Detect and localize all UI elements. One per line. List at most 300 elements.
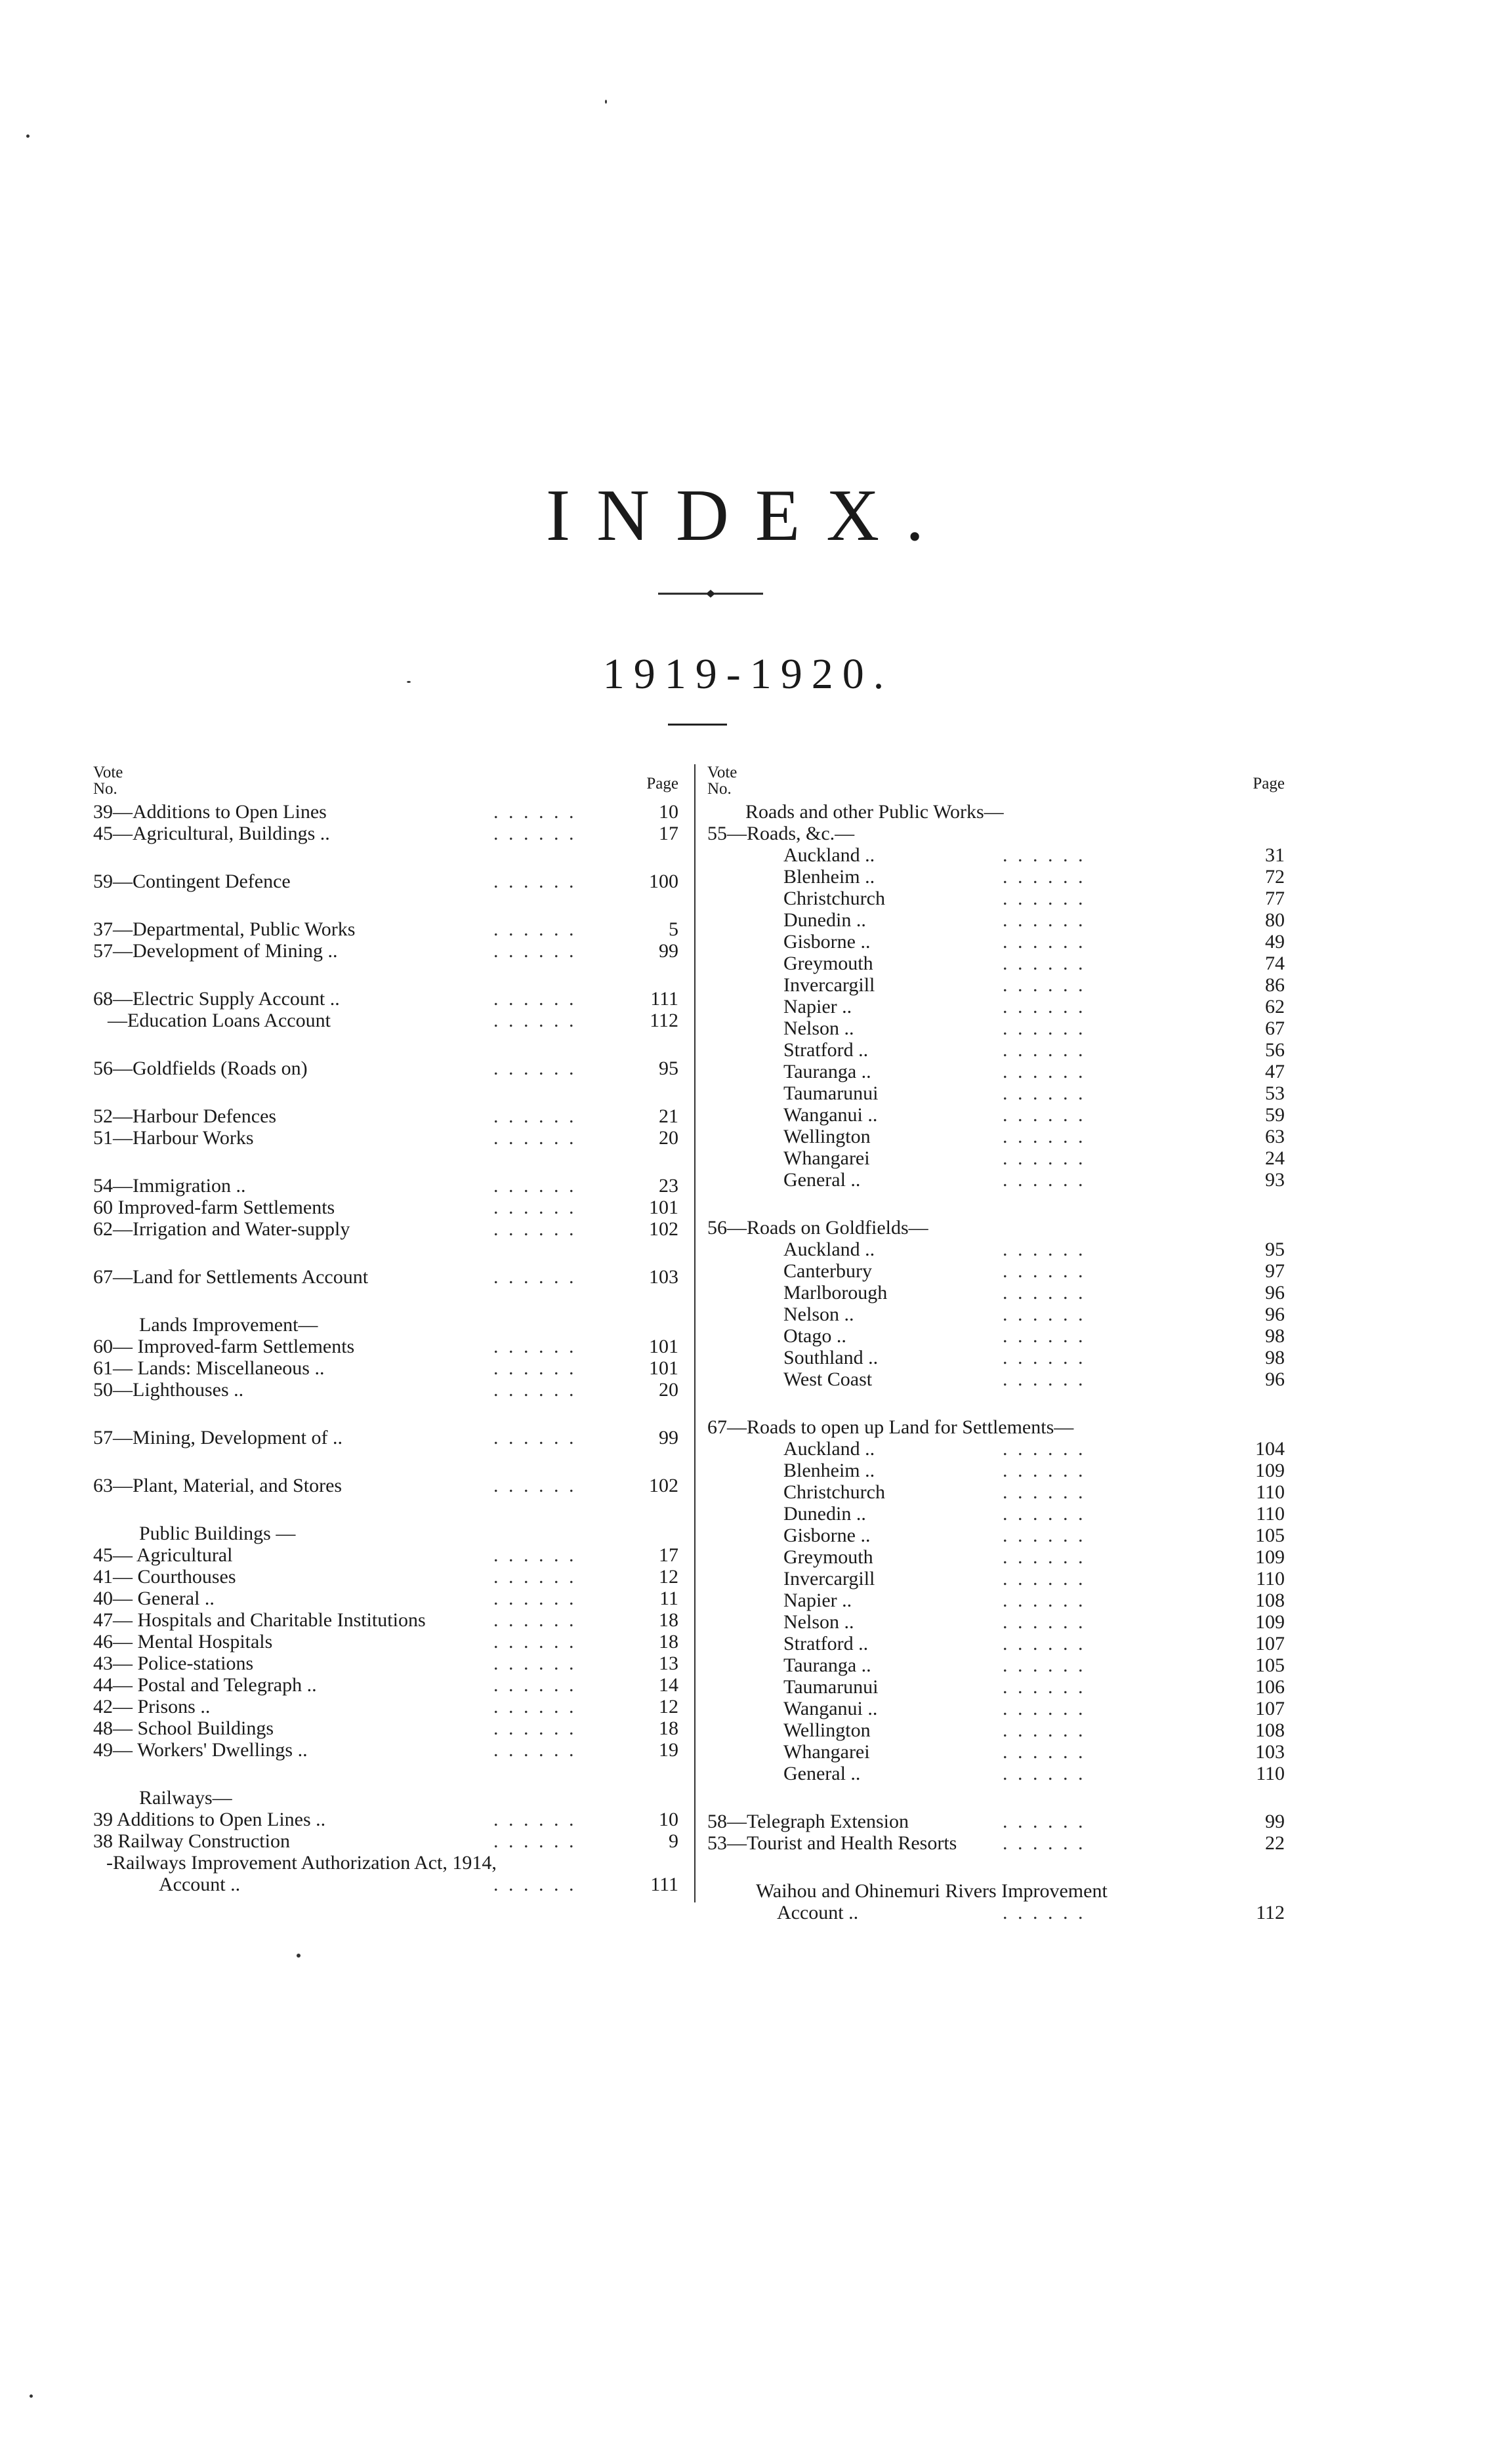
entry-label: Gisborne .. <box>783 1525 871 1546</box>
dot-leader: . . . . . . <box>1003 844 1086 866</box>
index-entry <box>707 1368 1285 1390</box>
index-entry <box>93 1175 684 1197</box>
entry-label: 61— Lands: Miscellaneous .. <box>93 1357 325 1379</box>
page-number: 22 <box>1265 1832 1285 1854</box>
page-number: 47 <box>1265 1061 1285 1082</box>
entry-label: Blenheim .. <box>783 866 875 888</box>
index-entry <box>707 1481 1285 1503</box>
section-gap <box>93 1079 684 1105</box>
page-number: 109 <box>1255 1546 1285 1568</box>
index-entry <box>707 1017 1285 1039</box>
page-number: 13 <box>659 1653 678 1674</box>
entry-label: Gisborne .. <box>783 931 871 953</box>
dot-leader: . . . . . . <box>1003 1590 1086 1611</box>
section-gap <box>707 1854 1285 1880</box>
page-number: 49 <box>1265 931 1285 953</box>
page-number: 100 <box>649 871 678 892</box>
page-number: 99 <box>659 1427 678 1448</box>
index-heading <box>707 801 1285 823</box>
dot-leader: . . . . . . <box>1003 1104 1086 1126</box>
entry-label: 53—Tourist and Health Resorts <box>707 1832 957 1854</box>
entry-label: 46— Mental Hospitals <box>93 1631 273 1653</box>
entry-label: Dunedin .. <box>783 1503 866 1525</box>
dot-leader: . . . . . . <box>1003 1017 1086 1039</box>
entry-label: Invercargill <box>783 974 875 996</box>
speck-mark <box>407 681 411 683</box>
dot-leader: . . . . . . <box>493 1379 577 1401</box>
dot-leader: . . . . . . <box>1003 1546 1086 1568</box>
page-number: 109 <box>1255 1611 1285 1633</box>
index-entry <box>707 1147 1285 1169</box>
entry-label: Whangarei <box>783 1147 870 1169</box>
index-entry <box>707 1082 1285 1104</box>
column-divider <box>694 764 696 1902</box>
page-number: 99 <box>1265 1811 1285 1832</box>
entry-label: Taumarunui <box>783 1082 879 1104</box>
entry-label: 41— Courthouses <box>93 1566 236 1588</box>
page-number: 17 <box>659 823 678 844</box>
index-entry <box>707 953 1285 974</box>
dot-leader: . . . . . . <box>493 1197 577 1218</box>
entry-label: Tauranga .. <box>783 1061 871 1082</box>
dot-leader: . . . . . . <box>1003 1082 1086 1104</box>
dot-leader: . . . . . . <box>1003 1481 1086 1503</box>
page-number: 93 <box>1265 1169 1285 1191</box>
page-number: 86 <box>1265 974 1285 996</box>
index-entry <box>707 1169 1285 1191</box>
index-entry <box>707 1633 1285 1654</box>
dot-leader: . . . . . . <box>493 988 577 1010</box>
entry-label: 49— Workers' Dwellings .. <box>93 1739 308 1761</box>
index-entry <box>93 1427 684 1448</box>
entry-label: 39 Additions to Open Lines .. <box>93 1809 326 1830</box>
index-entry <box>93 1010 684 1031</box>
page-number: 5 <box>669 918 678 940</box>
dot-leader: . . . . . . <box>1003 996 1086 1017</box>
page-number: 20 <box>659 1127 678 1149</box>
section-gap <box>93 1149 684 1175</box>
dot-leader: . . . . . . <box>1003 1347 1086 1368</box>
entry-label: 59—Contingent Defence <box>93 871 291 892</box>
page-number: 18 <box>659 1609 678 1631</box>
entry-label: Roads and other Public Works— <box>745 801 1004 823</box>
entry-label: Invercargill <box>783 1568 875 1590</box>
entry-label: 57—Mining, Development of .. <box>93 1427 343 1448</box>
page-number: 105 <box>1255 1525 1285 1546</box>
dot-leader: . . . . . . <box>493 823 577 844</box>
page-number: 111 <box>650 1874 678 1895</box>
entry-label: 43— Police-stations <box>93 1653 254 1674</box>
entry-label: 44— Postal and Telegraph .. <box>93 1674 317 1696</box>
dot-leader: . . . . . . <box>1003 1282 1086 1304</box>
page-label: Page <box>1253 775 1285 792</box>
page-number: 112 <box>1256 1902 1285 1923</box>
index-entry <box>707 1325 1285 1347</box>
dot-leader: . . . . . . <box>493 1830 577 1852</box>
index-heading <box>707 1880 1285 1902</box>
dot-leader: . . . . . . <box>1003 1061 1086 1082</box>
index-entry <box>707 1061 1285 1082</box>
index-entry <box>707 1503 1285 1525</box>
dot-leader: . . . . . . <box>493 1266 577 1288</box>
entry-label: 52—Harbour Defences <box>93 1105 277 1127</box>
entry-label: 48— School Buildings <box>93 1717 274 1739</box>
entry-label: Account .. <box>777 1902 859 1923</box>
section-gap <box>93 1448 684 1475</box>
speck-mark <box>30 2394 33 2398</box>
index-entry <box>93 823 684 844</box>
section-gap <box>93 892 684 918</box>
vote-no-label: Vote No. <box>93 764 123 798</box>
index-entry <box>707 1282 1285 1304</box>
section-gap <box>707 1191 1285 1217</box>
index-entry <box>93 801 684 823</box>
index-entry <box>707 909 1285 931</box>
entry-label: 57—Development of Mining .. <box>93 940 338 962</box>
index-entry <box>707 1611 1285 1633</box>
page-number: 18 <box>659 1631 678 1653</box>
entry-label: General .. <box>783 1763 861 1784</box>
index-heading <box>707 1217 1285 1239</box>
dot-leader: . . . . . . <box>1003 1611 1086 1633</box>
index-entry <box>707 1741 1285 1763</box>
page-number: 111 <box>650 988 678 1010</box>
entry-label: Wanganui .. <box>783 1698 878 1719</box>
page-number: 31 <box>1265 844 1285 866</box>
dot-leader: . . . . . . <box>493 1609 577 1631</box>
page-number: 106 <box>1255 1676 1285 1698</box>
page-number: 21 <box>659 1105 678 1127</box>
entry-label: 60 Improved-farm Settlements <box>93 1197 335 1218</box>
page-number: 99 <box>659 940 678 962</box>
entry-label: 40— General .. <box>93 1588 215 1609</box>
index-entry <box>707 1719 1285 1741</box>
index-entry <box>707 1104 1285 1126</box>
entry-label: 50—Lighthouses .. <box>93 1379 244 1401</box>
section-gap <box>707 1784 1285 1811</box>
dot-leader: . . . . . . <box>1003 1676 1086 1698</box>
entry-label: Stratford .. <box>783 1039 869 1061</box>
dot-leader: . . . . . . <box>493 1631 577 1653</box>
section-gap <box>93 1288 684 1314</box>
dot-leader: . . . . . . <box>493 1696 577 1717</box>
index-entry <box>707 996 1285 1017</box>
dot-leader: . . . . . . <box>493 1874 577 1895</box>
entry-label: Taumarunui <box>783 1676 879 1698</box>
index-entry <box>707 1698 1285 1719</box>
dot-leader: . . . . . . <box>493 1475 577 1496</box>
page-number: 12 <box>659 1566 678 1588</box>
index-heading <box>93 1852 684 1874</box>
dot-leader: . . . . . . <box>1003 1147 1086 1169</box>
page-number: 10 <box>659 1809 678 1830</box>
entry-label: 62—Irrigation and Water-supply <box>93 1218 350 1240</box>
page-number: 96 <box>1265 1304 1285 1325</box>
right-entries <box>707 801 1285 1923</box>
index-entry <box>707 1902 1285 1923</box>
column-header <box>707 764 1285 801</box>
index-entry <box>707 1347 1285 1368</box>
entry-label: Blenheim .. <box>783 1460 875 1481</box>
page-number: 72 <box>1265 866 1285 888</box>
dot-leader: . . . . . . <box>1003 1325 1086 1347</box>
page-number: 97 <box>1265 1260 1285 1282</box>
page-number: 104 <box>1255 1438 1285 1460</box>
page-number: 74 <box>1265 953 1285 974</box>
entry-label: Auckland .. <box>783 1438 875 1460</box>
entry-label: Stratford .. <box>783 1633 869 1654</box>
index-heading <box>707 823 1285 844</box>
entry-label: 51—Harbour Works <box>93 1127 254 1149</box>
dot-leader: . . . . . . <box>1003 909 1086 931</box>
page-label: Page <box>646 775 678 792</box>
entry-label: 39—Additions to Open Lines <box>93 801 327 823</box>
section-gap <box>93 1401 684 1427</box>
dot-leader: . . . . . . <box>493 1717 577 1739</box>
page-number: 110 <box>1256 1568 1285 1590</box>
index-entry <box>93 988 684 1010</box>
entry-label: Nelson .. <box>783 1611 854 1633</box>
dot-leader: . . . . . . <box>1003 1368 1086 1390</box>
entry-label: Waihou and Ohinemuri Rivers Improvement <box>756 1880 1108 1902</box>
entry-label: Wanganui .. <box>783 1104 878 1126</box>
entry-label: Greymouth <box>783 953 873 974</box>
page-number: 108 <box>1255 1719 1285 1741</box>
page-number: 98 <box>1265 1325 1285 1347</box>
page-number: 77 <box>1265 888 1285 909</box>
index-entry <box>707 1304 1285 1325</box>
entry-label: 67—Land for Settlements Account <box>93 1266 369 1288</box>
entry-label: Railways— <box>139 1787 232 1809</box>
entry-label: Auckland .. <box>783 844 875 866</box>
speck-mark <box>605 100 607 104</box>
page-number: 103 <box>649 1266 678 1288</box>
entry-label: Napier .. <box>783 1590 852 1611</box>
index-heading <box>93 1523 684 1544</box>
dot-leader: . . . . . . <box>493 1653 577 1674</box>
section-gap <box>93 962 684 988</box>
dot-leader: . . . . . . <box>493 918 577 940</box>
page-number: 62 <box>1265 996 1285 1017</box>
page-number: 24 <box>1265 1147 1285 1169</box>
index-entry <box>707 1676 1285 1698</box>
page-number: 112 <box>650 1010 678 1031</box>
dot-leader: . . . . . . <box>493 1674 577 1696</box>
section-gap <box>93 1240 684 1266</box>
index-entry <box>93 1336 684 1357</box>
dot-leader: . . . . . . <box>1003 1503 1086 1525</box>
entry-label: Auckland .. <box>783 1239 875 1260</box>
dot-leader: . . . . . . <box>1003 1126 1086 1147</box>
page-number: 101 <box>649 1336 678 1357</box>
index-entry <box>707 844 1285 866</box>
entry-label: 60— Improved-farm Settlements <box>93 1336 355 1357</box>
index-entry <box>93 1357 684 1379</box>
dot-leader: . . . . . . <box>493 1739 577 1761</box>
dot-leader: . . . . . . <box>1003 1438 1086 1460</box>
dot-leader: . . . . . . <box>1003 1741 1086 1763</box>
dot-leader: . . . . . . <box>493 1218 577 1240</box>
page-number: 110 <box>1256 1763 1285 1784</box>
index-entry <box>707 866 1285 888</box>
dot-leader: . . . . . . <box>493 1544 577 1566</box>
dot-leader: . . . . . . <box>493 1427 577 1448</box>
dot-leader: . . . . . . <box>1003 931 1086 953</box>
index-entry <box>707 1590 1285 1611</box>
index-entry <box>93 1127 684 1149</box>
entry-label: —Education Loans Account <box>108 1010 331 1031</box>
entry-label: -Railways Improvement Authorization Act, 1914, <box>106 1852 497 1874</box>
entry-label: 68—Electric Supply Account .. <box>93 988 340 1010</box>
entry-label: Greymouth <box>783 1546 873 1568</box>
dot-leader: . . . . . . <box>1003 1654 1086 1676</box>
page-number: 102 <box>649 1218 678 1240</box>
page-number: 98 <box>1265 1347 1285 1368</box>
index-entry <box>707 1126 1285 1147</box>
page-number: 101 <box>649 1357 678 1379</box>
entry-label: Account .. <box>159 1874 241 1895</box>
page-number: 12 <box>659 1696 678 1717</box>
page-number: 107 <box>1255 1633 1285 1654</box>
index-entry <box>93 1674 684 1696</box>
diamond-rule-ornament <box>658 589 763 598</box>
entry-label: 38 Railway Construction <box>93 1830 290 1852</box>
page-number: 14 <box>659 1674 678 1696</box>
dot-leader: . . . . . . <box>493 1175 577 1197</box>
dot-leader: . . . . . . <box>1003 1304 1086 1325</box>
dot-leader: . . . . . . <box>1003 1763 1086 1784</box>
dot-leader: . . . . . . <box>493 801 577 823</box>
index-entry <box>93 1105 684 1127</box>
page-number: 110 <box>1256 1481 1285 1503</box>
short-rule <box>668 724 727 726</box>
index-entry <box>93 1739 684 1761</box>
dot-leader: . . . . . . <box>493 1336 577 1357</box>
right-index-column <box>707 764 1285 1923</box>
dot-leader: . . . . . . <box>1003 1260 1086 1282</box>
entry-label: Nelson .. <box>783 1017 854 1039</box>
page-number: 67 <box>1265 1017 1285 1039</box>
index-entry <box>93 1653 684 1674</box>
dot-leader: . . . . . . <box>1003 1039 1086 1061</box>
index-title: INDEX. <box>545 475 951 556</box>
dot-leader: . . . . . . <box>1003 1719 1086 1741</box>
index-entry <box>707 1763 1285 1784</box>
page-number: 101 <box>649 1197 678 1218</box>
dot-leader: . . . . . . <box>1003 888 1086 909</box>
page-number: 95 <box>659 1057 678 1079</box>
index-entry <box>93 1544 684 1566</box>
page-number: 80 <box>1265 909 1285 931</box>
entry-label: Nelson .. <box>783 1304 854 1325</box>
page-number: 11 <box>659 1588 678 1609</box>
page-number: 20 <box>659 1379 678 1401</box>
entry-label: Lands Improvement— <box>139 1314 318 1336</box>
entry-label: Christchurch <box>783 1481 885 1503</box>
dot-leader: . . . . . . <box>1003 1832 1086 1854</box>
index-entry <box>93 1631 684 1653</box>
index-entry <box>93 871 684 892</box>
year-range: 1919-1920. <box>602 650 894 698</box>
index-entry <box>707 1239 1285 1260</box>
index-entry <box>93 1830 684 1852</box>
section-gap <box>93 1496 684 1523</box>
index-entry <box>93 1717 684 1739</box>
index-entry <box>93 1218 684 1240</box>
dot-leader: . . . . . . <box>1003 1525 1086 1546</box>
left-index-column <box>93 764 684 1895</box>
index-entry <box>707 1654 1285 1676</box>
index-entry <box>707 1832 1285 1854</box>
speck-mark <box>26 134 30 138</box>
dot-leader: . . . . . . <box>493 940 577 962</box>
index-entry <box>93 918 684 940</box>
entry-label: Whangarei <box>783 1741 870 1763</box>
index-entry <box>93 1057 684 1079</box>
index-entry <box>707 888 1285 909</box>
index-entry <box>93 1266 684 1288</box>
page-number: 96 <box>1265 1368 1285 1390</box>
entry-label: 45— Agricultural <box>93 1544 233 1566</box>
entry-label: 42— Prisons .. <box>93 1696 211 1717</box>
index-heading <box>93 1314 684 1336</box>
entry-label: Public Buildings — <box>139 1523 296 1544</box>
page-number: 107 <box>1255 1698 1285 1719</box>
index-entry <box>93 1588 684 1609</box>
section-gap <box>93 1761 684 1787</box>
section-gap <box>93 1031 684 1057</box>
dot-leader: . . . . . . <box>1003 1698 1086 1719</box>
page-number: 9 <box>669 1830 678 1852</box>
page-number: 110 <box>1256 1503 1285 1525</box>
entry-label: 37—Departmental, Public Works <box>93 918 356 940</box>
entry-label: 63—Plant, Material, and Stores <box>93 1475 343 1496</box>
speck-mark <box>297 1954 301 1958</box>
index-entry <box>93 1566 684 1588</box>
entry-label: General .. <box>783 1169 861 1191</box>
entry-label: 67—Roads to open up Land for Settlements— <box>707 1416 1074 1438</box>
page-number: 56 <box>1265 1039 1285 1061</box>
index-entry <box>707 1039 1285 1061</box>
dot-leader: . . . . . . <box>1003 1169 1086 1191</box>
entry-label: West Coast <box>783 1368 873 1390</box>
index-entry <box>93 1197 684 1218</box>
dot-leader: . . . . . . <box>1003 1811 1086 1832</box>
dot-leader: . . . . . . <box>493 1566 577 1588</box>
entry-label: 47— Hospitals and Charitable Institutions <box>93 1609 426 1631</box>
entry-label: 45—Agricultural, Buildings .. <box>93 823 330 844</box>
index-entry <box>93 1809 684 1830</box>
page-number: 96 <box>1265 1282 1285 1304</box>
page-number: 10 <box>659 801 678 823</box>
index-entry <box>707 1260 1285 1282</box>
dot-leader: . . . . . . <box>493 1010 577 1031</box>
dot-leader: . . . . . . <box>1003 974 1086 996</box>
index-entry <box>707 1568 1285 1590</box>
entry-label: Otago .. <box>783 1325 846 1347</box>
dot-leader: . . . . . . <box>1003 1902 1086 1923</box>
column-header <box>93 764 684 801</box>
page-number: 17 <box>659 1544 678 1566</box>
dot-leader: . . . . . . <box>1003 866 1086 888</box>
index-entry <box>93 1379 684 1401</box>
left-entries <box>93 801 684 1895</box>
page-number: 102 <box>649 1475 678 1496</box>
entry-label: Southland .. <box>783 1347 879 1368</box>
page-number: 103 <box>1255 1741 1285 1763</box>
entry-label: Canterbury <box>783 1260 872 1282</box>
dot-leader: . . . . . . <box>1003 1239 1086 1260</box>
